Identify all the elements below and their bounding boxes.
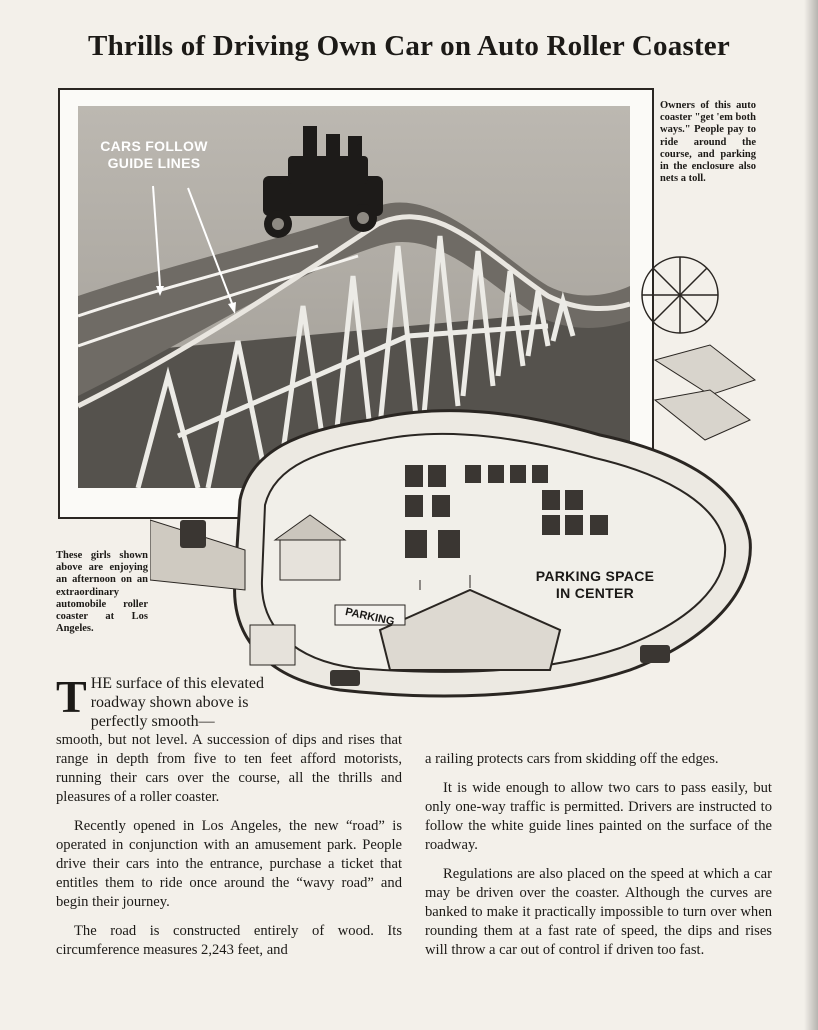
label-guide-lines: CARS FOLLOW GUIDE LINES: [100, 138, 208, 171]
article-p1: smooth, but not level. A succession of dips and rises that range in depth from five to ten feet afford motorists, running their cars over the course, all the thrills and pleasures of a roller coaster.: [56, 732, 402, 805]
page-edge-shadow: [804, 0, 818, 1030]
article-column-right: [425, 750, 772, 970]
article-p4: It is wide enough to allow two cars to pass easily, but only one-way traffic is permitted. Drivers are instructed to follow the white guide lines painted on the surface of the roadway.: [425, 780, 772, 853]
parking-illustration: [150, 250, 762, 716]
article-p2: Recently opened in Los Angeles, the new “road” is operated in conjunction with an amusement park. People drive their cars into the entrance, purchase a ticket that entitles them to ride once around the “wavy road” and begin their journey.: [56, 818, 402, 910]
label-parking-space: PARKING SPACE IN CENTER: [535, 568, 655, 601]
caption-right: Owners of this auto coaster "get 'em both ways." People pay to ride around the course, and parking in the enclosure also nets a toll.: [660, 100, 756, 185]
article-p3-cont: a railing protects cars from skidding off the edges.: [425, 751, 719, 767]
dropcap: T: [56, 671, 87, 722]
article-p5: Regulations are also placed on the speed at which a car may be driven over the coaster. Although the curves are banked to make it practically impossible to turn over when rounding them at a fast rate of speed, the dips and rises will throw a car out of control if driven too fast.: [425, 866, 772, 958]
article-intro: HE surface of this elevated roadway shown above is perfectly smooth—: [90, 675, 264, 730]
caption-left: These girls shown above are enjoying an afternoon on an extraordinary automobile roller coaster at Los Angeles.: [56, 550, 148, 635]
article-column-left: [56, 671, 402, 970]
parking-sign-text: PARKING: [344, 605, 396, 629]
article-p3: The road is constructed entirely of wood. Its circumference measures 2,243 feet, and: [56, 923, 402, 958]
headline: Thrills of Driving Own Car on Auto Roller Coaster: [88, 30, 730, 62]
parking-illustration-art: [150, 250, 762, 716]
